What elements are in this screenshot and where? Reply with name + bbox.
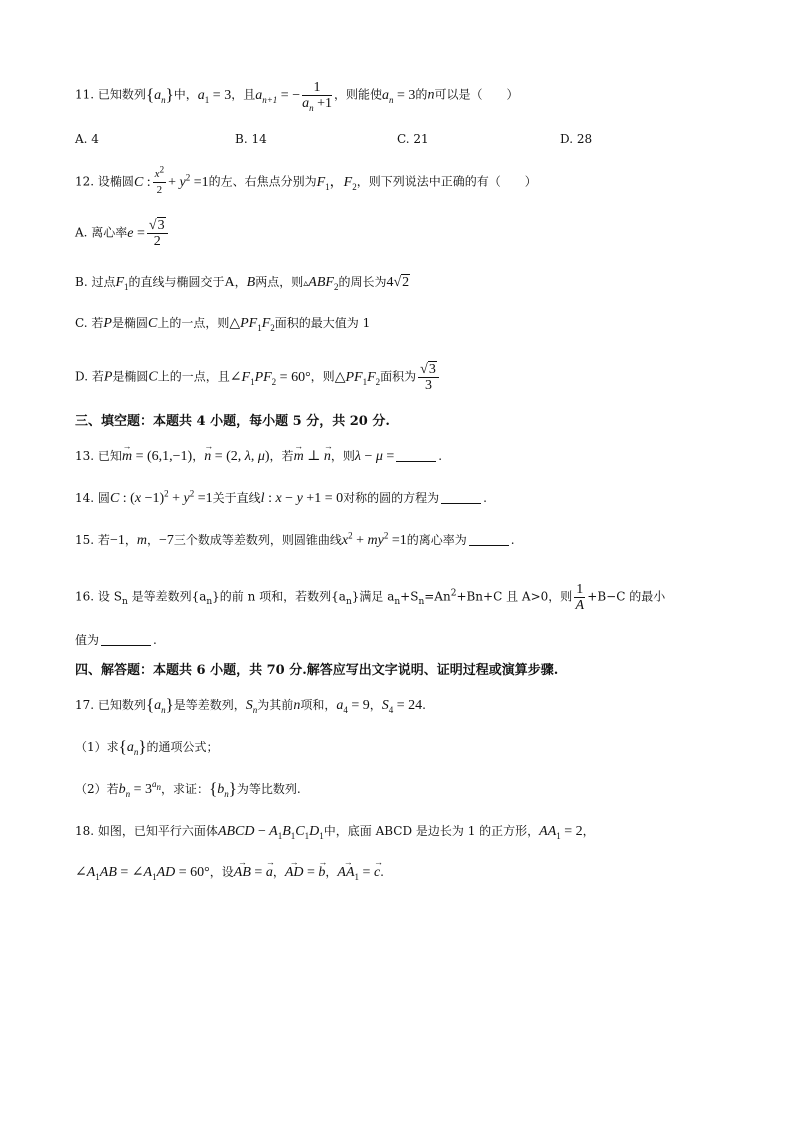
formula-vec-ab-a: → AB = → a [234,865,273,880]
formula-conic: $x^2 + my^2 =1$ [341,530,407,548]
q12-number: 12. [75,174,95,189]
q11-number: 11. [75,87,95,102]
q12-option-c[interactable]: C. 若P是椭圆C上的一点，则$\triangle PF_1F_2$面积的最大值为 1 [75,316,371,333]
question-15: 15. 若−1，m，−7三个数成等差数列，则圆锥曲线$x^2 + my^2 =1$的离心率为 . [75,530,515,548]
q14-answer-blank[interactable] [441,491,481,504]
question-12: 12. 设椭圆C : $\frac{x^2}{2}$ + $y^2 =1$的左、右焦点分别为$F_1$，$F_2$，则下列说法中正确的有（ ） [75,164,537,196]
formula-aa1-eq-2: $AA_1 = 2$ [539,824,583,841]
formula-sqrt3-over-3: $\frac{√3}{3}$ [416,370,441,385]
q13-answer-blank[interactable] [396,449,436,462]
q12-option-d[interactable]: D. 若P是椭圆C上的一点，且$\angle F_1PF_2 = 60^\circ$，则$\triangle PF_1F_2$面积为 $\frac{√3}{3}$ [75,362,441,393]
formula-an-eq-3: $a_n = 3$ [382,87,416,105]
formula-1-over-a: $\frac{1}{A}$ [575,582,585,613]
q12-option-b[interactable]: B. 过点$F_1$的直线与椭圆交于A，B两点，则$▵ABF_2$的周长为4√2 [75,275,410,292]
formula-vector-n: → n = (2, λ, μ) [204,449,269,464]
formula-parallelepiped: ABCD − $A_1B_1C_1D_1$ [217,824,324,841]
formula-a4-eq-9: $a_4 = 9$ [336,698,370,715]
formula-triangle-abf2: $▵ABF_2$ [303,275,339,292]
question-16: 16. 设 $S_n$ 是等差数列$\{a_n\}$的前 n 项和，若数列$\{a_n\}$满足 $a_n+S_n=An^2+Bn+C$ 且 A>0，则 $\frac{1}{A}$ +B−C 的最小 [75,582,666,613]
question-18: 18. 如图，已知平行六面体ABCD − $A_1B_1C_1D_1$中，底面 ABCD 是边长为 1 的正方形，$AA_1 = 2$， [75,824,595,841]
question-17-part-1: （1）求$\{a_n\}$的通项公式； [75,737,219,757]
question-13: 13. 已知→ m = (6,1,−1)，→ n = (2, λ, μ)，若→ m ⊥ → n，则λ − μ = . [75,446,442,467]
q11-option-b[interactable]: B. 14 [235,132,267,146]
formula-bn: $b_n = 3^{a_n}$ [118,779,162,799]
q16-answer-blank[interactable] [101,633,151,646]
formula-s4-eq-24: $S_4 = 24$ [381,698,423,715]
formula-circle: C : $(x -1)^2 + y^2 =1$ [109,488,213,506]
formula-ellipse: C : $\frac{x^2}{2}$ + $y^2 =1$ [133,164,209,196]
q11-option-c[interactable]: C. 21 [397,132,429,146]
question-18-line-2: $\angle A_1AB$ = $\angle A_1AD = 60^\circ$，设→ AB = → a，→ AD = → b，→ $AA_1$ = → c. [75,862,384,883]
question-16-line-2: 值为 . [75,633,157,647]
q12-option-a[interactable]: A. 离心率e = $\frac{√3}{2}$ [75,218,170,249]
formula-a1-eq-3: $a_1 = 3$ [197,87,232,105]
formula-triangle-pf1f2: $\triangle PF_1F_2$ [229,316,275,333]
formula-m-perp-n: → m ⊥ → n [294,449,331,464]
question-14: 14. 圆C : $(x -1)^2 + y^2 =1$关于直线l : x − y +1 = 0对称的圆的方程为 . [75,488,487,506]
q11-options [75,132,615,150]
question-17: 17. 已知数列$\{a_n\}$是等差数列，$S_n$为其前n项和，$a_4 = 9$，$S_4 = 24$. [75,695,426,715]
q11-option-a[interactable]: A. 4 [75,132,99,146]
question-11: 11. 已知数列$\{a_n\}$中，$a_1 = 3$，且$a_{n+1}$ = − $\frac{1}{a_n +1}$ ，则能使$a_n = 3$的n可以是（ ） [75,80,519,113]
formula-vector-m: → m = (6,1,−1) [122,449,192,464]
section-3-heading: 三、填空题：本题共 4 小题，每小题 5 分，共 20 分. [75,414,390,429]
formula-line-l: l : x − y +1 = 0 [260,491,344,506]
formula-angle-60: $\angle F_1PF_2 = 60^\circ$ [229,369,311,387]
formula-angles-60: $\angle A_1AB$ = $\angle A_1AD = 60^\circ$ [75,865,210,882]
formula-foci: $F_1$，$F_2$ [316,174,357,192]
formula-recurrence: $a_{n+1}$ = − $\frac{1}{a_n +1}$ [255,80,332,113]
formula-eccentricity: e = $\frac{√3}{2}$ [127,226,169,241]
section-4-heading: 四、解答题：本题共 6 小题，共 70 分.解答应写出文字说明、证明过程或演算步骤. [75,663,559,678]
formula-vec-ad-b: → AD = → b [285,865,326,880]
question-17-part-2: （2）若$b_n = 3^{a_n}$，求证：$\{b_n\}$为等比数列. [75,779,301,799]
q15-answer-blank[interactable] [469,533,509,546]
formula-4-sqrt2: 4√2 [386,275,410,290]
q11-option-d[interactable]: D. 28 [560,132,593,146]
formula-sequence-an: $\{a_n\}$ [145,84,174,105]
formula-vec-aa1-c: → $AA_1$ = → c [337,865,380,880]
